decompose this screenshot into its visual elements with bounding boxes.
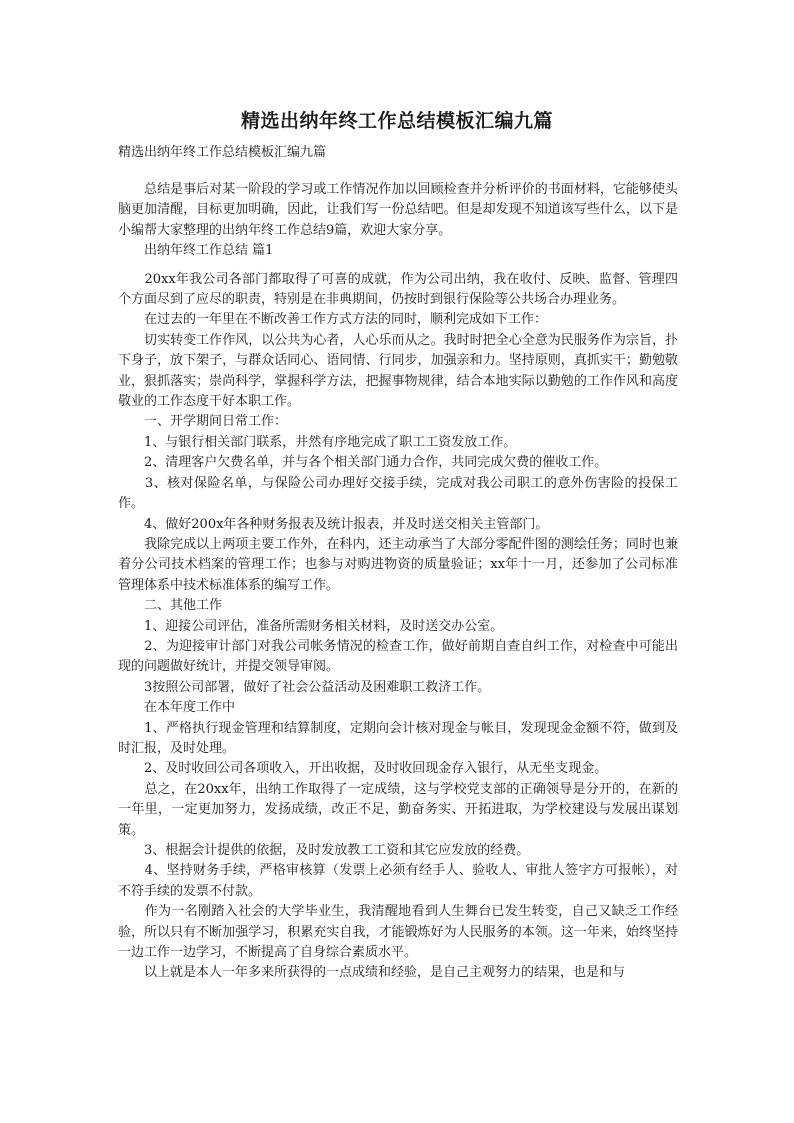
paragraph: 总之，在20xx年，出纳工作取得了一定成绩，这与学校党支部的正确领导是分开的，在新的一年里，一定更加努力，发扬成绩，改正不足，勤奋务实、开拓进取，为学校建设与发展出谋划策。 xyxy=(118,781,678,838)
list-item: 1、迎接公司评估，准备所需财务相关材料，及时送交办公室。 xyxy=(118,618,504,634)
section-heading: 在本年度工作中 xyxy=(118,700,236,716)
list-item: 4、坚持财务手续，严格审核算（发票上必须有经手人、验收人、审批人签字方可报帐），对不符手续的发票不付款。 xyxy=(118,863,678,899)
paragraph: 作为一名刚踏入社会的大学毕业生，我清醒地看到人生舞台已发生转变，自己又缺乏工作经验，所以只有不断加强学习，积累充实自我，才能锻炼好为人民服务的本领。这一年来，始终坚持一边工作一边学习，不断提高了自身综合素质水平。 xyxy=(118,904,678,961)
paragraph: 在过去的一年里在不断改善工作方式方法的同时，顺利完成如下工作： xyxy=(118,312,548,328)
document-title: 精选出纳年终工作总结模板汇编九篇 xyxy=(240,110,553,132)
paragraph: 切实转变工作作风，以公共为心者，人心乐而从之。我时时把全心全意为民服务作为宗旨，扑下身子，放下架子，与群众话同心、语同情、行同步，加强亲和力。坚持原则，真抓实干；勤勉敬业，狠抓落实；崇尚科学，掌握科学方法，把握事物规律，结合本地实际以勤勉的工作作风和高度敬业的工作态度干好本职工作。 xyxy=(118,332,678,410)
paragraph: 我除完成以上两项主要工作外，在科内，还主动承当了大部分零配件图的测绘任务；同时也兼着分公司技术档案的管理工作；也参与对购进物资的质量验证；xx年十一月，还参加了公司标准管理体系中技术标准体系的编写工作。 xyxy=(118,536,678,593)
list-item: 3按照公司部署，做好了社会公益活动及困难职工救济工作。 xyxy=(118,679,491,695)
list-item: 2、清理客户欠费名单，并与各个相关部门通力合作，共同完成欠费的催收工作。 xyxy=(118,455,608,471)
document-subtitle: 精选出纳年终工作总结模板汇编九篇 xyxy=(118,145,327,160)
list-item: 3、核对保险名单，与保险公司办理好交接手续，完成对我公司职工的意外伤害险的投保工作。 xyxy=(118,475,678,512)
paragraph: 以上就是本人一年多来所获得的一点成绩和经验，是自己主观努力的结果，也是和与 xyxy=(118,965,626,981)
list-item: 4、做好200x年各种财务报表及统计报表，并及时送交相关主管部门。 xyxy=(118,516,549,532)
paragraph: 总结是事后对某一阶段的学习或工作情况作加以回顾检查并分析评价的书面材料，它能够使头脑更加清醒，目标更加明确，因此，让我们写一份总结吧。但是却发现不知道该写些什么，以下是小编帮大家整理的出纳年终工作总结9篇，欢迎大家分享。 xyxy=(118,182,678,238)
list-item: 2、及时收回公司各项收入，开出收据，及时收回现金存入银行，从无坐支现金。 xyxy=(118,761,608,777)
document-body xyxy=(118,180,678,984)
list-item: 2、为迎接审计部门对我公司帐务情况的检查工作，做好前期自查自纠工作，对检查中可能出现的问题做好统计，并提交领导审阅。 xyxy=(118,638,678,675)
list-item: 3、根据会计提供的依据，及时发放教工工资和其它应发放的经费。 xyxy=(118,843,530,858)
section-heading: 二、其他工作 xyxy=(118,598,223,614)
list-item: 1、严格执行现金管理和结算制度，定期向会计核对现金与帐目，发现现金金额不符，做到及时汇报，及时处理。 xyxy=(118,720,678,756)
section-heading: 出纳年终工作总结 篇1 xyxy=(118,243,274,259)
section-heading: 一、开学期间日常工作： xyxy=(118,414,288,430)
paragraph: 20xx年我公司各部门都取得了可喜的成就，作为公司出纳，我在收付、反映、监督、管理四个方面尽到了应尽的职责，特别是在非典期间，仍按时到银行保险等公共场合办理业务。 xyxy=(118,271,678,308)
list-item: 1、与银行相关部门联系，井然有序地完成了职工工资发放工作。 xyxy=(118,434,517,450)
